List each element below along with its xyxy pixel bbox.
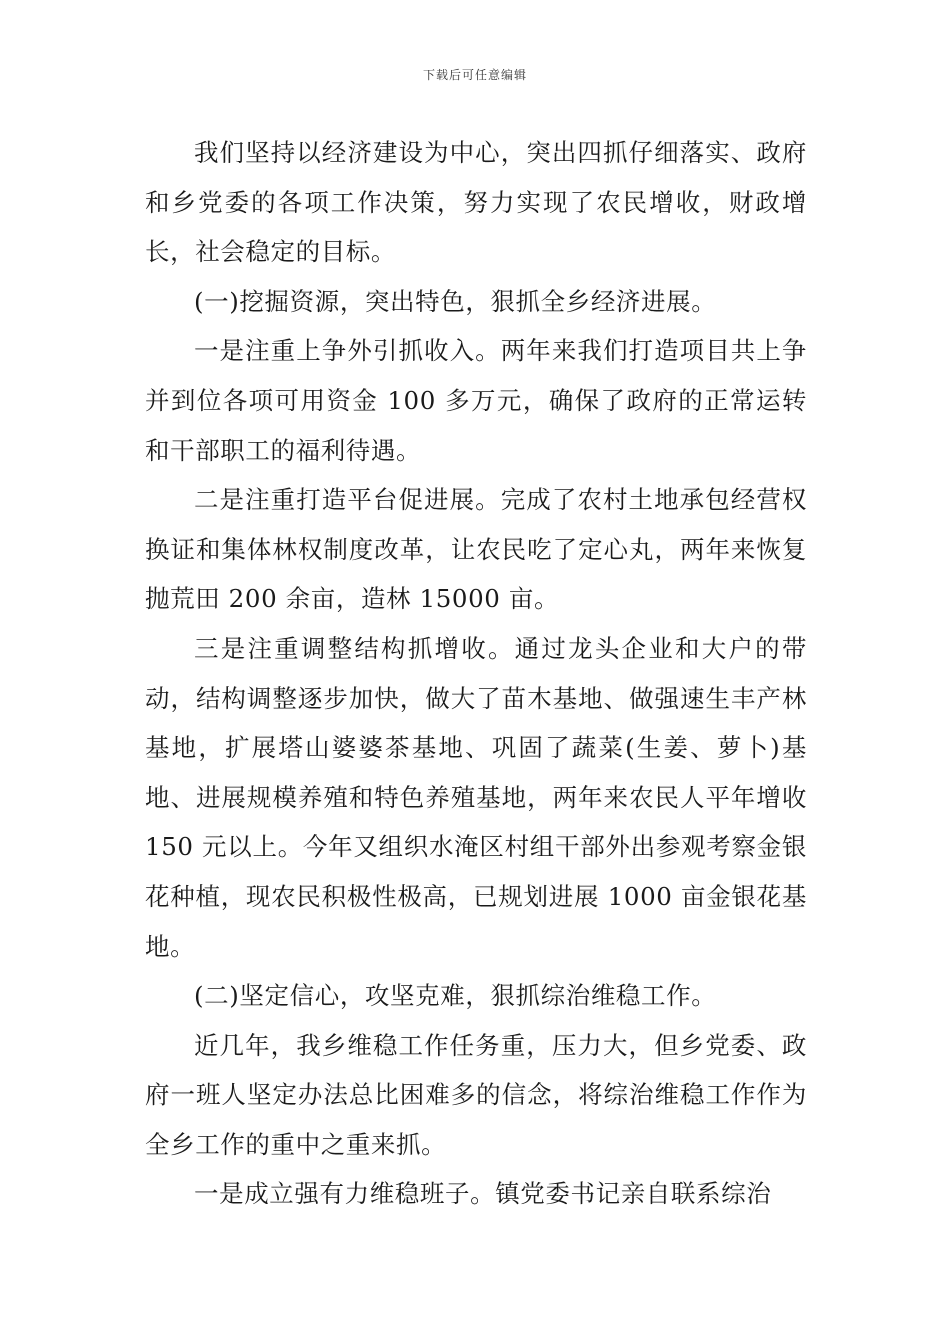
paragraph: 近几年，我乡维稳工作任务重，压力大，但乡党委、政府一班人坚定办法总比困难多的信念，将综治维稳工作作为全乡工作的重中之重来抓。 [145,1030,807,1159]
document-body [145,128,807,1219]
paragraph: 二是注重打造平台促进展。完成了农村土地承包经营权换证和集体林权制度改革，让农民吃了定心丸，两年来恢复抛荒田 200 余亩，造林 15000 亩。 [145,485,807,614]
page-header: 下载后可任意编辑 [422,68,527,82]
paragraph: 一是成立强有力维稳班子。镇党委书记亲自联系综治 [194,1179,772,1209]
paragraph: 一是注重上争外引抓收入。两年来我们打造项目共上争并到位各项可用资金 100 多万元，确保了政府的正常运转和干部职工的福利待遇。 [145,336,807,465]
section-heading: (二)坚定信心，攻坚克难，狠抓综治维稳工作。 [194,981,717,1011]
paragraph: 我们坚持以经济建设为中心，突出四抓仔细落实、政府和乡党委的各项工作决策，努力实现了农民增收，财政增长，社会稳定的目标。 [145,138,807,267]
paragraph: 三是注重调整结构抓增收。通过龙头企业和大户的带动，结构调整逐步加快，做大了苗木基地、做强速生丰产林基地，扩展塔山婆婆茶基地、巩固了蔬菜(生姜、萝卜)基地、进展规模养殖和特色养殖基地，两年来农民人平年增收 150 元以上。今年又组织水淹区村组干部外出参观考察金银花种植，现农民积极性极高，已规划进展 1000 亩金银花基地。 [145,633,807,961]
section-heading: (一)挖掘资源，突出特色，狠抓全乡经济进展。 [194,286,717,316]
